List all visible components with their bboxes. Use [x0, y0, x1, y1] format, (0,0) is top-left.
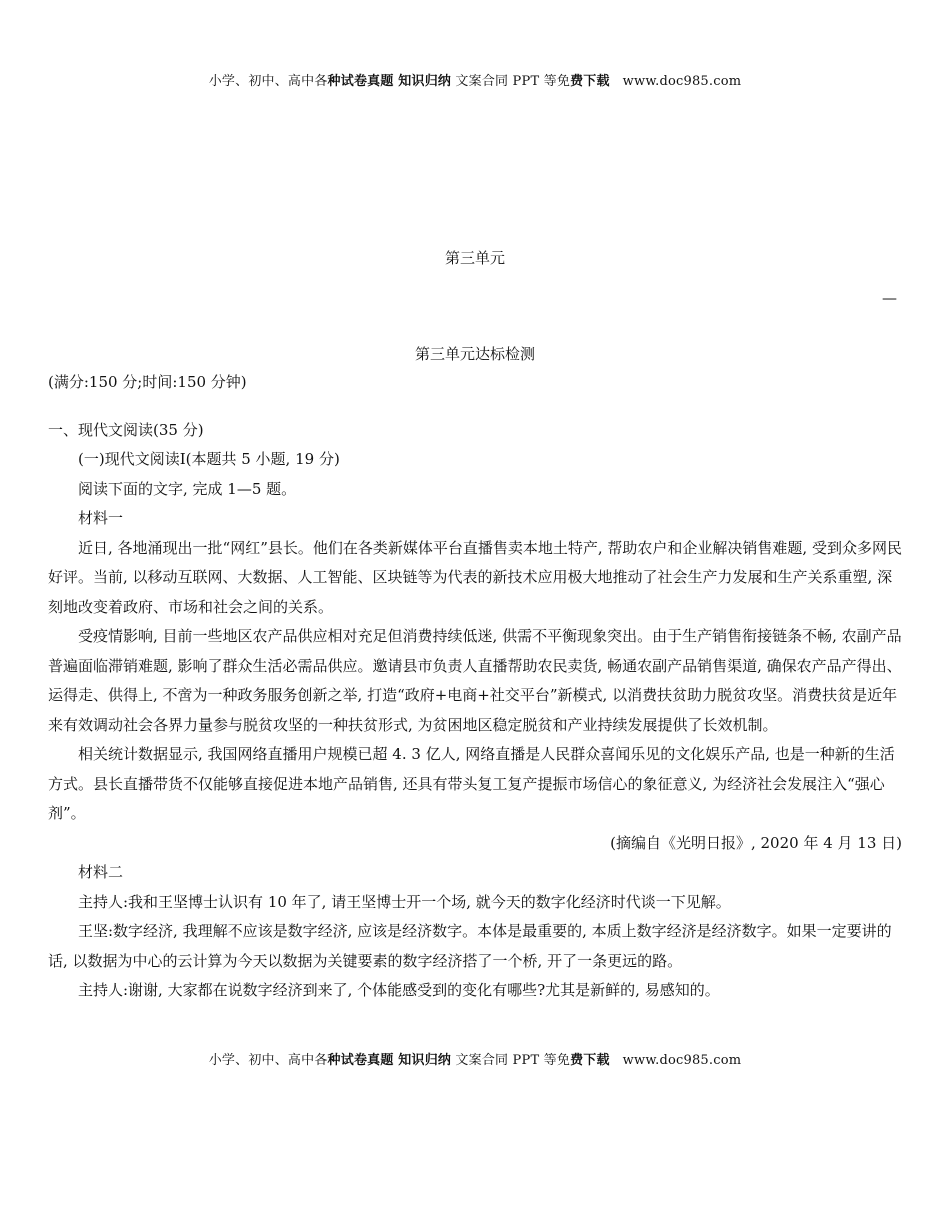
test-title: 第三单元达标检测 — [414, 345, 535, 363]
header-text-5: 费下载 — [570, 74, 610, 89]
material1-paragraph-2: 受疫情影响, 目前一些地区农产品供应相对充足但消费持续低迷, 供需不平衡现象突出。由于生产销售衔接链条不畅, 农副产品普遍面临滞销难题, 影响了群众生活必需品供应。邀请县市负责人直播帮助农民卖货, 畅通农副产品销售渠道, 确保农产品产得出、运得走、供得上, 不啻为一种政务服务创新之举, 打造“政府+电商+社交平台”新模式, 以消费扶贫助力脱贫攻坚。消费扶贫是近年来有效调动社会各界力量参与脱贫攻坚的一种扶贫形式, 为贫困地区稳定脱贫和产业持续发展提供了长效机制。 — [48, 627, 902, 734]
material1-paragraph-3: 相关统计数据显示, 我国网络直播用户规模已超 4. 3 亿人, 网络直播是人民群众喜闻乐见的文化娱乐产品, 也是一种新的生活方式。县长直播带货不仅能够直接促进本地产品销售, 还具有带头复工复产提振市场信心的象征意义, 为经济社会发展注入“强心剂”。 — [48, 745, 895, 822]
dash-mark: — — [882, 289, 897, 307]
material2-label: 材料二 — [78, 863, 124, 881]
material2-paragraph-1: 主持人:我和王坚博士认识有 10 年了, 请王坚博士开一个场, 就今天的数字化经济时代谈一下见解。 — [78, 892, 731, 911]
footer-text-4: 文案合同 PPT 等免 — [451, 1053, 571, 1068]
header-text-4: 文案合同 PPT 等免 — [451, 74, 571, 89]
header-text-2: 种试卷真题 — [327, 74, 394, 89]
header-site: www.doc985.com — [622, 74, 742, 89]
footer-text-5: 费下载 — [570, 1053, 610, 1068]
header-text-3: 知识归纳 — [393, 74, 452, 89]
material1-source: (摘编自《光明日报》, 2020 年 4 月 13 日) — [610, 833, 902, 852]
page-header — [0, 70, 950, 89]
subsection-heading: (一)现代文阅读Ⅰ(本题共 5 小题, 19 分) — [78, 450, 340, 468]
material2-paragraph-2: 王坚:数字经济, 我理解不应该是数字经济, 应该是经济数字。本体是最重要的, 本质上数字经济是经济数字。如果一定要讲的话, 以数据为中心的云计算为今天以数据为关键要素的数字经济搭了一个桥, 开了一条更远的路。 — [48, 922, 892, 970]
footer-text-1: 小学、初中、高中各 — [208, 1053, 328, 1068]
header-text-1: 小学、初中、高中各 — [208, 74, 328, 89]
section-heading: 一、现代文阅读(35 分) — [48, 420, 204, 439]
material2-paragraph-3: 主持人:谢谢, 大家都在说数字经济到来了, 个体能感受到的变化有哪些?尤其是新鲜的, 易感知的。 — [78, 981, 720, 999]
material1-paragraph-1: 近日, 各地涌现出一批“网红”县长。他们在各类新媒体平台直播售卖本地土特产, 帮助农户和企业解决销售难题, 受到众多网民好评。当前, 以移动互联网、大数据、人工智能、区块链等为代表的新技术应用极大地推动了社会生产力发展和生产关系重塑, 深刻地改变着政府、市场和社会之间的关系。 — [48, 538, 902, 616]
instruction: 阅读下面的文字, 完成 1—5 题。 — [78, 479, 297, 498]
footer-text-2: 种试卷真题 — [327, 1053, 394, 1068]
main-content — [48, 368, 902, 1006]
unit-title: 第三单元 — [444, 249, 505, 267]
footer-text-3: 知识归纳 — [393, 1053, 452, 1068]
page-footer — [0, 1049, 950, 1068]
material1-label: 材料一 — [78, 509, 124, 527]
exam-meta: (满分:150 分;时间:150 分钟) — [48, 373, 247, 391]
footer-site: www.doc985.com — [622, 1053, 742, 1068]
